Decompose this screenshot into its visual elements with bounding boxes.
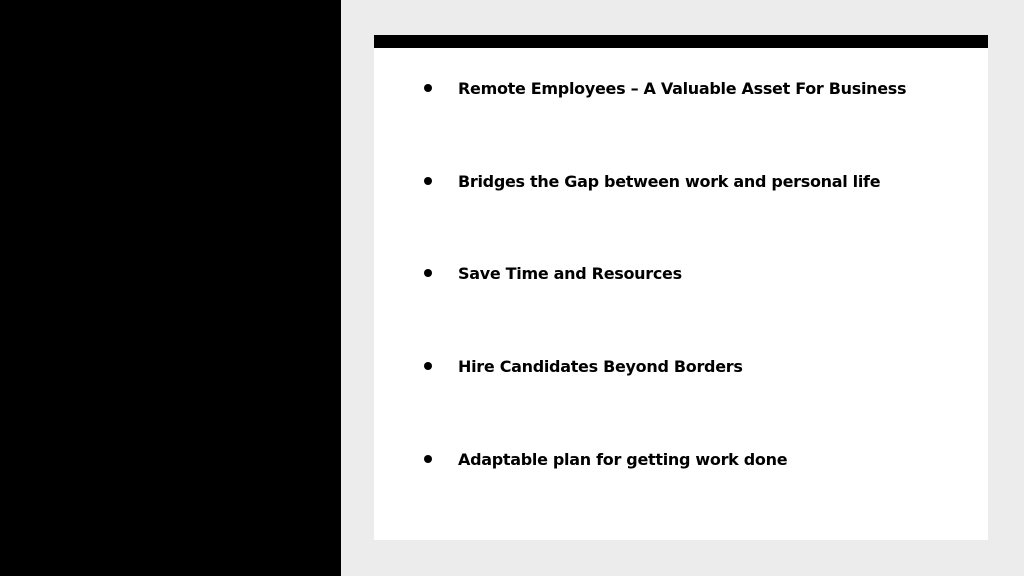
bullet-dot-icon	[424, 84, 432, 92]
bullet-text: Bridges the Gap between work and personal life	[458, 171, 881, 191]
bullet-text: Hire Candidates Beyond Borders	[458, 356, 743, 376]
list-item	[424, 354, 964, 378]
list-item	[424, 76, 964, 100]
list-item	[424, 447, 964, 471]
bullet-dot-icon	[424, 455, 432, 463]
list-item	[424, 169, 964, 193]
bullet-text: Remote Employees – A Valuable Asset For Business	[458, 78, 907, 98]
bullet-dot-icon	[424, 362, 432, 370]
bullet-text: Adaptable plan for getting work done	[458, 449, 788, 469]
bullet-dot-icon	[424, 177, 432, 185]
content-card	[374, 35, 988, 540]
bullet-text: Save Time and Resources	[458, 263, 682, 283]
bullet-dot-icon	[424, 269, 432, 277]
list-item	[424, 261, 964, 285]
left-panel	[0, 0, 341, 576]
card-top-bar	[374, 35, 988, 48]
